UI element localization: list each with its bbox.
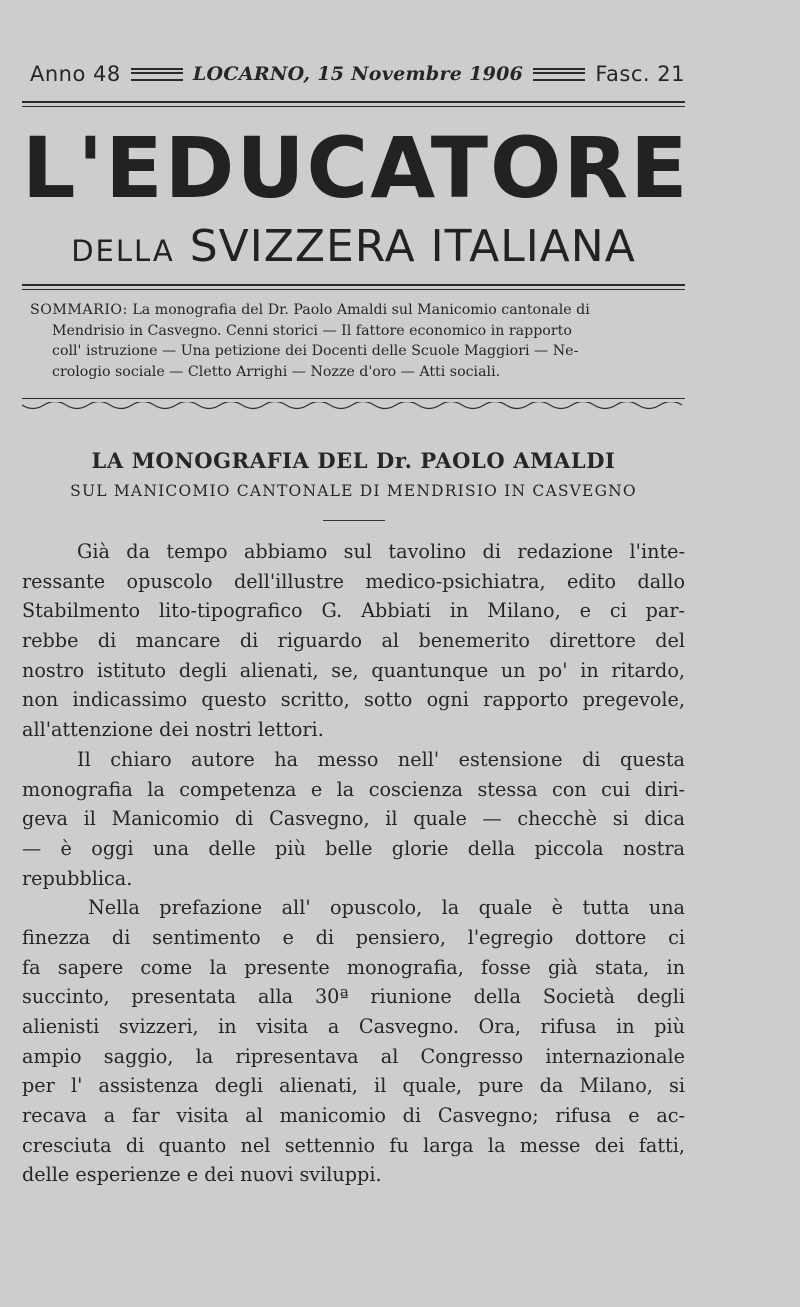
divider xyxy=(22,106,685,107)
text-line: rebbe di mancare di riguardo al benemerito direttore del xyxy=(22,629,685,653)
text-line: ressante opuscolo dell'illustre medico-psichiatra, edito dallo xyxy=(22,569,685,593)
decorative-wave-rule xyxy=(22,402,685,414)
divider xyxy=(22,289,685,290)
text-line: recava a far visita al manicomio di Casvegno; rifusa e ac- xyxy=(22,1104,685,1128)
summary-line: coll' istruzione — Una petizione dei Docenti delle Scuole Maggiori — Ne- xyxy=(52,343,579,359)
issue-number: Fasc. 21 xyxy=(595,62,685,86)
journal-title: L'EDUCATORE xyxy=(22,119,690,217)
summary-line: La monografia del Dr. Paolo Amaldi sul Manicomio cantonale di xyxy=(132,302,590,318)
text-line: finezza di sentimento e di pensiero, l'egregio dottore ci xyxy=(22,925,685,949)
text-line: non indicassimo questo scritto, sotto ogni rapporto pregevole, xyxy=(22,688,685,712)
text-line: fa sapere come la presente monografia, fosse già stata, in xyxy=(22,955,685,979)
text-line: Nella prefazione all' opuscolo, la quale è tutta una xyxy=(88,896,685,920)
subtitle-main: SVIZZERA ITALIANA xyxy=(189,221,636,272)
text-line: succinto, presentata alla 30ª riunione della Società degli xyxy=(22,985,685,1009)
text-line: Già da tempo abbiamo sul tavolino di redazione l'inte- xyxy=(77,540,685,563)
article-title: LA MONOGRAFIA DEL Dr. PAOLO AMALDI xyxy=(91,448,616,473)
decorative-rule xyxy=(131,68,183,81)
issue-header xyxy=(30,58,685,90)
article-subtitle: SUL MANICOMIO CANTONALE DI MENDRISIO IN CASVEGNO xyxy=(70,482,637,500)
article-body xyxy=(22,537,685,1190)
text-line: cresciuta di quanto nel settennio fu larga la messe dei fatti, xyxy=(22,1133,685,1157)
text-line: ampio saggio, la ripresentava al Congresso internazionale xyxy=(22,1044,685,1068)
text-line: Il chiaro autore ha messo nell' estensione di questa xyxy=(77,747,685,771)
text-line: nostro istituto degli alienati, se, quantunque un po' in ritardo, xyxy=(22,658,685,682)
divider xyxy=(22,101,685,103)
text-line: repubblica. xyxy=(22,866,133,890)
title-divider xyxy=(323,520,385,521)
text-line: delle esperienze e dei nuovi sviluppi. xyxy=(22,1163,382,1187)
journal-subtitle xyxy=(22,222,685,272)
decorative-rule xyxy=(533,68,585,81)
summary-block xyxy=(30,300,684,382)
text-line: all'attenzione dei nostri lettori. xyxy=(22,718,324,742)
text-line: geva il Manicomio di Casvegno, il quale — checchè si dica xyxy=(22,807,685,831)
place-date: LOCARNO, 15 Novembre 1906 xyxy=(192,63,524,85)
summary-line: crologio sociale — Cletto Arrighi — Nozze d'oro — Atti sociali. xyxy=(52,363,501,380)
volume-number: Anno 48 xyxy=(30,62,121,86)
divider xyxy=(22,284,685,286)
text-line: per l' assistenza degli alienati, il quale, pure da Milano, si xyxy=(22,1074,685,1098)
summary-line: Mendrisio in Casvegno. Cenni storici — Il fattore economico in rapporto xyxy=(52,322,572,339)
divider xyxy=(22,398,685,399)
text-line: monografia la competenza e la coscienza stessa con cui diri- xyxy=(22,777,685,801)
summary-label: SOMMARIO: xyxy=(30,302,128,318)
text-line: — è oggi una delle più belle glorie della piccola nostra xyxy=(22,836,685,860)
subtitle-article: DELLA xyxy=(71,234,175,268)
text-line: Stabilmento lito-tipografico G. Abbiati in Milano, e ci par- xyxy=(22,599,685,623)
text-line: alienisti svizzeri, in visita a Casvegno. Ora, rifusa in più xyxy=(22,1015,685,1038)
